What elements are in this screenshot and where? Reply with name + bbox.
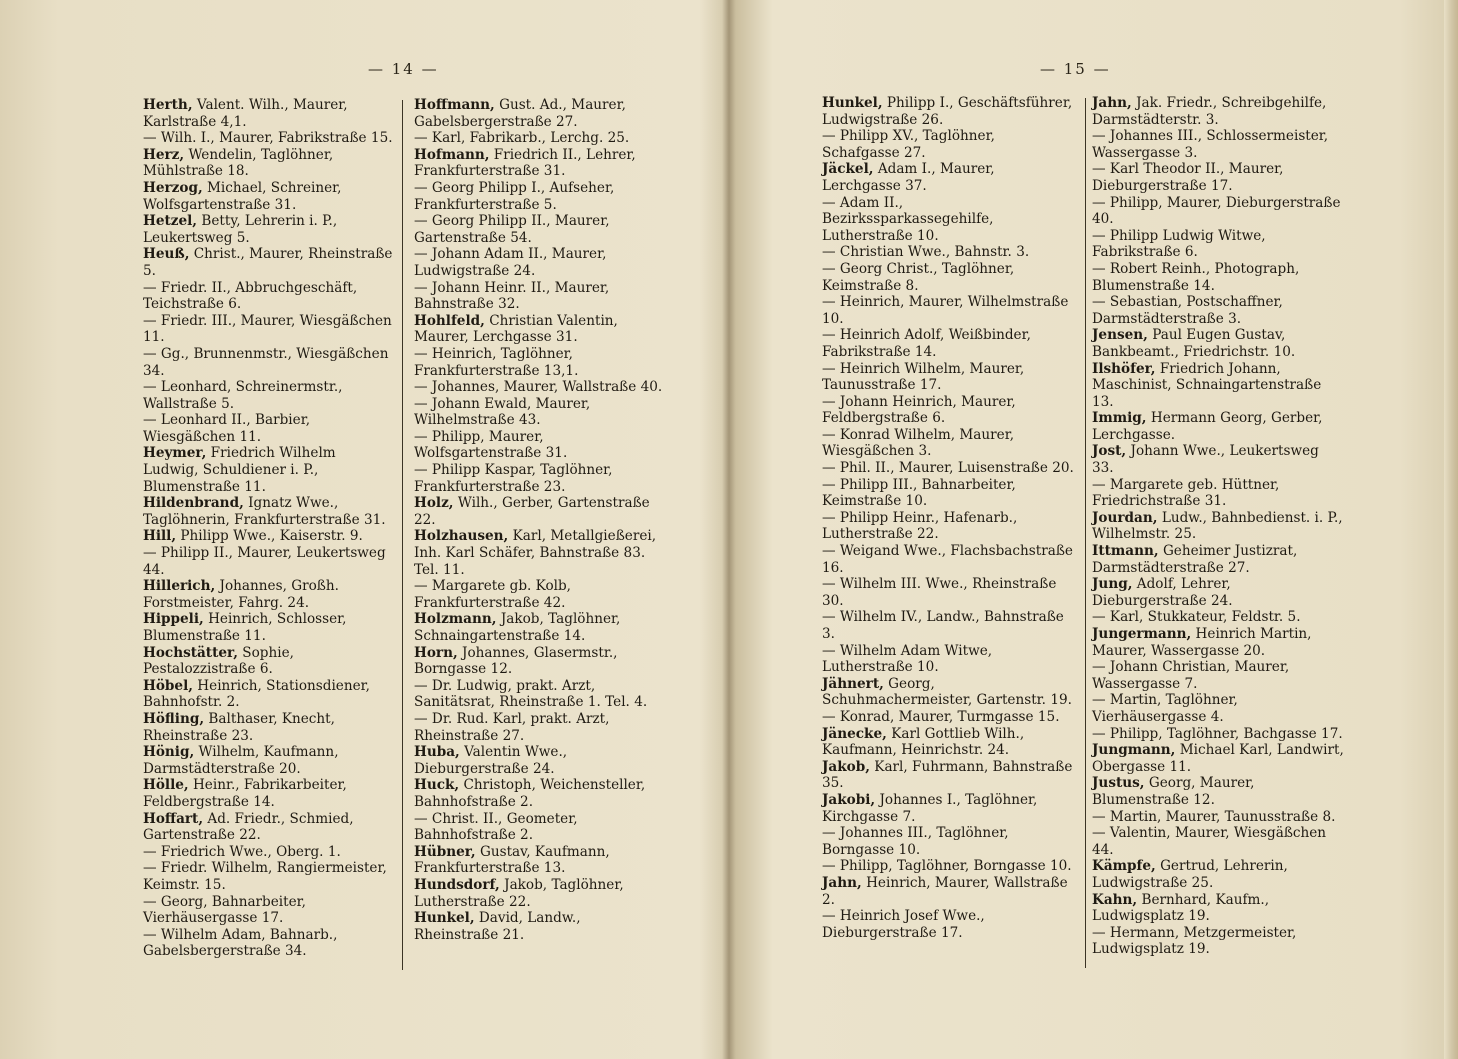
directory-entry — [1092, 477, 1344, 510]
directory-entry — [414, 130, 666, 147]
directory-entry — [822, 460, 1074, 477]
directory-entry — [1092, 128, 1344, 161]
directory-entry — [822, 427, 1074, 460]
entry-surname: Holzmann, — [414, 611, 497, 628]
directory-entry — [1092, 892, 1344, 925]
directory-entry — [414, 645, 666, 678]
entry-surname: Hübner, — [414, 843, 476, 860]
entry-details: Wilh., Gerber, Gartenstraße 22. — [414, 495, 650, 528]
entry-details: Heinr., Fabrikarbeiter, Feldbergstraße 14. — [143, 777, 347, 810]
entry-details: — Friedr. Wilhelm, Rangiermeister, Keimstr. 15. — [143, 860, 387, 893]
directory-entry — [143, 147, 395, 180]
entry-details: Jakob, Taglöhner, Schnaingartenstraße 14. — [414, 611, 621, 644]
directory-entry — [822, 759, 1074, 792]
entry-details: — Margarete gb. Kolb, Frankfurterstraße 42. — [414, 578, 572, 611]
entry-details: Christ., Maurer, Rheinstraße 5. — [143, 246, 393, 279]
directory-entry — [822, 195, 1074, 245]
entry-details: — Philipp, Taglöhner, Bachgasse 17. — [1092, 725, 1343, 742]
directory-entry — [1092, 543, 1344, 576]
entry-details: — Karl, Stukkateur, Feldstr. 5. — [1092, 609, 1301, 626]
entry-surname: Holzhausen, — [414, 528, 509, 545]
entry-details: Heinrich, Schlosser, Blumenstraße 11. — [143, 611, 347, 644]
entry-surname: Holz, — [414, 495, 454, 512]
entry-surname: Ittmann, — [1092, 543, 1159, 560]
entry-details: Michael, Schreiner, Wolfsgartenstraße 31. — [143, 179, 342, 213]
entry-surname: Hildenbrand, — [143, 495, 244, 512]
entry-details: Ignatz Wwe., Taglöhnerin, Frankfurterstraße 31. — [143, 495, 386, 528]
entry-details: Georg, Maurer, Blumenstraße 12. — [1092, 775, 1255, 808]
directory-entry — [1092, 161, 1344, 194]
entry-surname: Hoffart, — [143, 810, 204, 827]
directory-entry — [822, 294, 1074, 327]
directory-entry — [822, 543, 1074, 576]
entry-details: Friedrich II., Lehrer, Frankfurterstraße 31. — [414, 146, 636, 180]
entry-details: — Christian Wwe., Bahnstr. 3. — [822, 244, 1030, 261]
directory-entry — [1092, 775, 1344, 808]
directory-entry — [1092, 609, 1344, 626]
directory-entry — [143, 545, 395, 578]
entry-details: Adam I., Maurer, Lerchgasse 37. — [822, 161, 995, 194]
entry-surname: Huba, — [414, 744, 460, 761]
entry-details: Friedrich Johann, Maschinist, Schnaingartenstraße 13. — [1092, 360, 1322, 410]
directory-entry — [822, 261, 1074, 294]
entry-surname: Herzog, — [143, 179, 203, 196]
entry-details: Adolf, Lehrer, Dieburgerstraße 24. — [1092, 576, 1233, 609]
directory-entry — [1092, 692, 1344, 725]
entry-details: Johannes, Großh. Forstmeister, Fahrg. 24. — [143, 578, 339, 611]
directory-entry — [1092, 361, 1344, 411]
entry-details: — Georg, Bahnarbeiter, Vierhäusergasse 17. — [143, 893, 306, 927]
directory-entry — [1092, 809, 1344, 826]
entry-details: Ludw., Bahnbedienst. i. P., Wilhelmstr. 25. — [1092, 509, 1343, 543]
directory-entry — [822, 128, 1074, 161]
entry-details: Christoph, Weichensteller, Bahnhofstraße 2. — [414, 777, 646, 810]
directory-entry — [143, 578, 395, 611]
directory-entry — [143, 711, 395, 744]
entry-details: — Martin, Taglöhner, Vierhäusergasse 4. — [1092, 692, 1238, 725]
entry-details: Jakob, Taglöhner, Lutherstraße 22. — [414, 876, 624, 910]
directory-entry — [414, 844, 666, 877]
entry-surname: Jähnert, — [822, 675, 884, 692]
right-page-column-1 — [822, 95, 1074, 941]
page-edge — [1444, 0, 1458, 1059]
entry-surname: Hölle, — [143, 777, 189, 794]
entry-details: — Margarete geb. Hüttner, Friedrichstraße 31. — [1092, 476, 1280, 510]
directory-entry — [822, 825, 1074, 858]
directory-entry — [143, 180, 395, 213]
column-divider-left — [402, 100, 403, 970]
right-page-column-2 — [1092, 95, 1344, 958]
entry-details: Karl Gottlieb Wilh., Kaufmann, Heinrichstr. 24. — [822, 725, 1025, 759]
entry-surname: Kahn, — [1092, 891, 1138, 908]
entry-details: — Philipp Ludwig Witwe, Fabrikstraße 6. — [1092, 227, 1266, 261]
entry-details: David, Landw., Rheinstraße 21. — [414, 910, 581, 943]
entry-details: Wendelin, Taglöhner, Mühlstraße 18. — [143, 146, 334, 180]
entry-details: — Martin, Maurer, Taunusstraße 8. — [1092, 808, 1336, 825]
directory-entry — [143, 445, 395, 495]
entry-details: Valentin Wwe., Dieburgerstraße 24. — [414, 744, 568, 777]
entry-details: Friedrich Wilhelm Ludwig, Schuldiener i. P., Blumenstraße 11. — [143, 445, 336, 495]
entry-surname: Jänecke, — [822, 725, 887, 742]
entry-details: Heinrich Martin, Maurer, Wassergasse 20. — [1092, 626, 1312, 659]
entry-details: — Johann Christian, Maurer, Wassergasse 7. — [1092, 659, 1290, 692]
entry-details: — Weigand Wwe., Flachsbachstraße 16. — [822, 543, 1073, 576]
directory-entry — [414, 462, 666, 495]
entry-details: — Philipp Heinr., Hafenarb., Lutherstraße 22. — [822, 509, 1018, 543]
entry-details: Christian Valentin, Maurer, Lerchgasse 31. — [414, 312, 618, 346]
directory-entry — [822, 361, 1074, 394]
directory-entry — [414, 396, 666, 429]
entry-surname: Heymer, — [143, 445, 207, 462]
entry-surname: Hofmann, — [414, 146, 490, 163]
entry-details: Balthaser, Knecht, Rheinstraße 23. — [143, 710, 335, 744]
entry-details: — Georg Christ., Taglöhner, Keimstraße 8. — [822, 260, 1015, 294]
entry-details: Betty, Lehrerin i. P., Leukertsweg 5. — [143, 213, 338, 246]
directory-entry — [414, 97, 666, 130]
entry-details: — Hermann, Metzgermeister, Ludwigsplatz 19. — [1092, 924, 1297, 958]
entry-details: — Philipp Kaspar, Taglöhner, Frankfurterstraße 23. — [414, 462, 613, 495]
entry-details: — Wilhelm Adam Witwe, Lutherstraße 10. — [822, 642, 993, 676]
entry-surname: Hochstätter, — [143, 644, 238, 661]
entry-surname: Hillerich, — [143, 578, 216, 595]
entry-surname: Huck, — [414, 777, 460, 794]
entry-surname: Heuß, — [143, 246, 190, 263]
entry-details: Karl, Metallgießerei, Inh. Karl Schäfer, Bahnstraße 83. Tel. 11. — [414, 528, 657, 578]
directory-entry — [1092, 443, 1344, 476]
entry-details: — Sebastian, Postschaffner, Darmstädterstraße 3. — [1092, 294, 1283, 327]
entry-details: — Philipp, Taglöhner, Borngasse 10. — [822, 858, 1072, 875]
entry-details: Johannes I., Taglöhner, Kirchgasse 7. — [822, 791, 1038, 825]
directory-entry — [414, 711, 666, 744]
page-number-right: — 15 — — [1040, 60, 1111, 78]
entry-details: Gertrud, Lehrerin, Ludwigstraße 25. — [1092, 858, 1288, 891]
entry-surname: Jungmann, — [1092, 742, 1176, 759]
entry-surname: Herth, — [143, 97, 193, 113]
directory-entry — [143, 213, 395, 246]
entry-details: — Heinrich Wilhelm, Maurer, Taunusstraße 17. — [822, 360, 1025, 394]
entry-details: — Wilhelm III. Wwe., Rheinstraße 30. — [822, 576, 1057, 609]
directory-entry — [822, 477, 1074, 510]
directory-entry — [822, 709, 1074, 726]
directory-entry — [414, 744, 666, 777]
entry-surname: Jakob, — [822, 758, 870, 775]
directory-entry — [1092, 510, 1344, 543]
directory-entry — [414, 379, 666, 396]
left-page-column-2 — [414, 97, 666, 943]
directory-entry — [1092, 626, 1344, 659]
entry-details: — Johannes III., Schlossermeister, Wassergasse 3. — [1092, 128, 1329, 161]
entry-details: Sophie, Pestalozzistraße 6. — [143, 644, 294, 678]
directory-entry — [1092, 228, 1344, 261]
directory-entry — [143, 678, 395, 711]
directory-entry — [822, 875, 1074, 908]
directory-entry — [1092, 95, 1344, 128]
directory-entry — [822, 643, 1074, 676]
entry-details: — Karl, Fabrikarb., Lerchg. 25. — [414, 130, 630, 147]
directory-entry — [822, 726, 1074, 759]
entry-details: — Dr. Rud. Karl, prakt. Arzt, Rheinstraße 27. — [414, 710, 610, 744]
directory-entry — [414, 528, 666, 578]
column-divider-right — [1085, 98, 1086, 968]
left-page-column-1 — [143, 97, 395, 960]
entry-details: — Wilh. I., Maurer, Fabrikstraße 15. — [143, 130, 393, 147]
directory-entry — [143, 645, 395, 678]
directory-entry — [822, 244, 1074, 261]
directory-entry — [143, 860, 395, 893]
directory-entry — [143, 611, 395, 644]
entry-details: Bernhard, Kaufm., Ludwigsplatz 19. — [1092, 891, 1270, 925]
entry-surname: Hunkel, — [822, 95, 883, 111]
entry-details: — Heinrich, Taglöhner, Frankfurterstraße 13,1. — [414, 345, 579, 379]
entry-details: Valent. Wilh., Maurer, Karlstraße 4,1. — [143, 97, 348, 130]
directory-entry — [414, 777, 666, 810]
entry-surname: Jung, — [1092, 576, 1133, 593]
book-gutter — [722, 0, 736, 1059]
entry-surname: Horn, — [414, 644, 458, 661]
entry-details: — Johann Heinrich, Maurer, Feldbergstraße 6. — [822, 393, 1016, 427]
entry-details: — Johann Adam II., Maurer, Ludwigstraße 24. — [414, 246, 607, 279]
directory-entry — [143, 379, 395, 412]
entry-details: — Heinrich, Maurer, Wilhelmstraße 10. — [822, 294, 1069, 327]
page-number-left: — 14 — — [368, 60, 439, 78]
entry-surname: Hoffmann, — [414, 97, 495, 113]
directory-entry — [414, 147, 666, 180]
entry-surname: Herz, — [143, 146, 185, 163]
entry-details: — Georg Philipp II., Maurer, Gartenstraße 54. — [414, 213, 610, 246]
entry-details: — Konrad, Maurer, Turmgasse 15. — [822, 708, 1060, 725]
directory-entry — [143, 412, 395, 445]
entry-details: — Karl Theodor II., Maurer, Dieburgerstraße 17. — [1092, 161, 1284, 194]
directory-entry — [143, 246, 395, 279]
entry-details: — Friedr. III., Maurer, Wiesgäßchen 11. — [143, 312, 392, 346]
directory-entry — [822, 327, 1074, 360]
entry-surname: Hetzel, — [143, 213, 198, 230]
directory-entry — [143, 280, 395, 313]
directory-entry — [1092, 659, 1344, 692]
directory-entry — [822, 858, 1074, 875]
entry-surname: Hönig, — [143, 744, 195, 761]
directory-entry — [822, 161, 1074, 194]
entry-surname: Jakobi, — [822, 791, 876, 808]
directory-entry — [822, 576, 1074, 609]
entry-details: — Phil. II., Maurer, Luisenstraße 20. — [822, 460, 1074, 477]
directory-entry — [414, 611, 666, 644]
directory-entry — [143, 744, 395, 777]
directory-entry — [143, 313, 395, 346]
entry-details: — Friedrich Wwe., Oberg. 1. — [143, 843, 341, 860]
entry-surname: Justus, — [1092, 775, 1145, 792]
entry-details: — Dr. Ludwig, prakt. Arzt, Sanitätsrat, Rheinstraße 1. Tel. 4. — [414, 677, 648, 711]
entry-details: Karl, Fuhrmann, Bahnstraße 35. — [822, 758, 1073, 792]
entry-details: Philipp I., Geschäftsführer, Ludwigstraße 26. — [822, 95, 1073, 128]
entry-surname: Höfling, — [143, 710, 205, 727]
directory-entry — [822, 394, 1074, 427]
entry-details: — Heinrich Adolf, Weißbinder, Fabrikstraße 14. — [822, 327, 1031, 360]
directory-entry — [1092, 294, 1344, 327]
entry-surname: Kämpfe, — [1092, 858, 1156, 875]
directory-entry — [414, 578, 666, 611]
directory-entry — [414, 678, 666, 711]
directory-entry — [414, 246, 666, 279]
directory-entry — [143, 844, 395, 861]
entry-details: — Christ. II., Geometer, Bahnhofstraße 2. — [414, 810, 578, 844]
directory-entry — [1092, 327, 1344, 360]
directory-entry — [1092, 576, 1344, 609]
directory-entry — [414, 429, 666, 462]
entry-details: — Philipp XV., Taglöhner, Schafgasse 27. — [822, 128, 995, 161]
directory-entry — [143, 811, 395, 844]
directory-entry — [143, 927, 395, 960]
entry-details: — Valentin, Maurer, Wiesgäßchen 44. — [1092, 825, 1327, 858]
directory-entry — [414, 180, 666, 213]
entry-surname: Jourdan, — [1092, 509, 1158, 526]
entry-details: Georg, Schuhmachermeister, Gartenstr. 19. — [822, 675, 1072, 709]
directory-entry — [414, 346, 666, 379]
directory-entry — [143, 346, 395, 379]
entry-surname: Hill, — [143, 528, 177, 545]
directory-entry — [143, 130, 395, 147]
entry-details: Gustav, Kaufmann, Frankfurterstraße 13. — [414, 843, 610, 877]
entry-details: Gust. Ad., Maurer, Gabelsbergerstraße 27. — [414, 97, 626, 130]
entry-details: Michael Karl, Landwirt, Obergasse 11. — [1092, 742, 1344, 775]
directory-entry — [414, 213, 666, 246]
directory-entry — [822, 792, 1074, 825]
entry-details: — Philipp II., Maurer, Leukertsweg 44. — [143, 545, 386, 578]
entry-details: — Wilhelm Adam, Bahnarb., Gabelsbergerstraße 34. — [143, 926, 338, 960]
directory-entry — [822, 908, 1074, 941]
directory-entry — [1092, 726, 1344, 743]
directory-entry — [143, 528, 395, 545]
directory-entry — [414, 910, 666, 943]
directory-entry — [414, 280, 666, 313]
entry-details: Johann Wwe., Leukertsweg 33. — [1092, 443, 1319, 477]
entry-details: Johannes, Glasermstr., Borngasse 12. — [414, 644, 618, 678]
entry-details: Heinrich, Stationsdiener, Bahnhofstr. 2. — [143, 677, 370, 711]
directory-entry — [1092, 410, 1344, 443]
entry-details: — Heinrich Josef Wwe., Dieburgerstraße 17. — [822, 908, 985, 941]
entry-surname: Höbel, — [143, 677, 193, 694]
entry-details: Wilhelm, Kaufmann, Darmstädterstraße 20. — [143, 744, 339, 777]
directory-entry — [822, 609, 1074, 642]
directory-entry — [143, 777, 395, 810]
directory-entry — [143, 97, 395, 130]
directory-entry — [414, 811, 666, 844]
directory-entry — [1092, 742, 1344, 775]
directory-entry — [1092, 858, 1344, 891]
entry-details: — Wilhelm IV., Landw., Bahnstraße 3. — [822, 609, 1064, 642]
entry-surname: Hippeli, — [143, 611, 204, 628]
entry-details: Jak. Friedr., Schreibgehilfe, Darmstädterstr. 3. — [1092, 95, 1327, 128]
directory-entry — [414, 313, 666, 346]
directory-entry — [414, 877, 666, 910]
entry-details: Heinrich, Maurer, Wallstraße 2. — [822, 874, 1068, 908]
entry-surname: Jungermann, — [1092, 626, 1192, 642]
directory-entry — [1092, 261, 1344, 294]
entry-surname: Jensen, — [1092, 327, 1148, 344]
directory-entry — [1092, 195, 1344, 228]
entry-details: Ad. Friedr., Schmied, Gartenstraße 22. — [143, 810, 354, 844]
entry-details: — Gg., Brunnenmstr., Wiesgäßchen 34. — [143, 345, 389, 379]
entry-surname: Hundsdorf, — [414, 876, 500, 893]
entry-details: — Leonhard, Schreinermstr., Wallstraße 5. — [143, 379, 343, 412]
entry-details: — Adam II., Bezirkssparkassegehilfe, Lutherstraße 10. — [822, 194, 994, 244]
entry-details: — Johann Heinr. II., Maurer, Bahnstraße 32. — [414, 279, 610, 313]
directory-entry — [822, 95, 1074, 128]
entry-surname: Ilshöfer, — [1092, 360, 1156, 377]
entry-details: — Konrad Wilhelm, Maurer, Wiesgäßchen 3. — [822, 426, 1015, 460]
entry-details: Hermann Georg, Gerber, Lerchgasse. — [1092, 410, 1323, 443]
entry-details: — Philipp, Maurer, Wolfsgartenstraße 31. — [414, 428, 568, 462]
directory-entry — [143, 894, 395, 927]
entry-surname: Jäckel, — [822, 161, 874, 178]
directory-entry — [143, 495, 395, 528]
entry-details: Paul Eugen Gustav, Bankbeamt., Friedrichstr. 10. — [1092, 327, 1296, 360]
entry-details: — Georg Philipp I., Aufseher, Frankfurterstraße 5. — [414, 179, 615, 213]
entry-surname: Jost, — [1092, 443, 1127, 460]
entry-details: — Philipp III., Bahnarbeiter, Keimstraße 10. — [822, 476, 1016, 510]
entry-details: — Friedr. II., Abbruchgeschäft, Teichstraße 6. — [143, 279, 358, 313]
entry-details: — Johannes III., Taglöhner, Borngasse 10. — [822, 825, 1009, 858]
directory-entry — [822, 676, 1074, 709]
entry-details: — Robert Reinh., Photograph, Blumenstraße 14. — [1092, 260, 1300, 294]
entry-details: Geheimer Justizrat, Darmstädterstraße 27. — [1092, 543, 1298, 576]
entry-surname: Hohlfeld, — [414, 312, 485, 329]
directory-entry — [1092, 925, 1344, 958]
entry-details: — Leonhard II., Barbier, Wiesgäßchen 11. — [143, 412, 311, 445]
entry-details: — Philipp, Maurer, Dieburgerstraße 40. — [1092, 194, 1341, 228]
entry-details: — Johann Ewald, Maurer, Wilhelmstraße 43. — [414, 395, 591, 429]
entry-surname: Jahn, — [1092, 95, 1132, 111]
entry-details: — Johannes, Maurer, Wallstraße 40. — [414, 379, 663, 396]
directory-entry — [414, 495, 666, 528]
directory-entry — [1092, 825, 1344, 858]
entry-surname: Jahn, — [822, 874, 862, 891]
entry-surname: Hunkel, — [414, 910, 475, 927]
directory-entry — [822, 510, 1074, 543]
entry-details: Philipp Wwe., Kaiserstr. 9. — [180, 528, 363, 545]
entry-surname: Immig, — [1092, 410, 1147, 427]
